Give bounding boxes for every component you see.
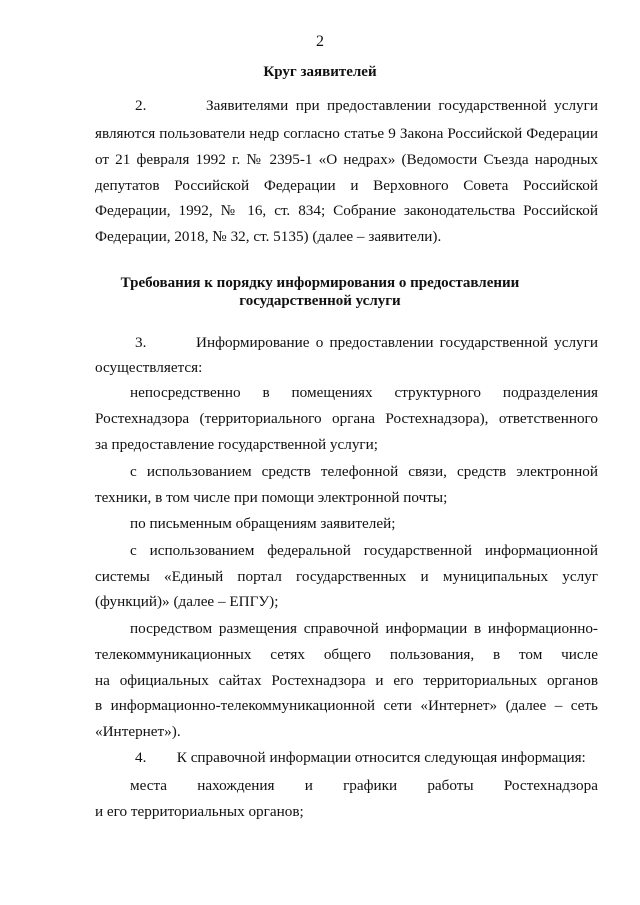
paragraph-line: непосредственно в помещениях структурного подразделения (130, 384, 598, 401)
paragraph-line: посредством размещения справочной информации в информационно- (130, 620, 598, 637)
paragraph-line: Федерации, 2018, № 32, ст. 5135) (далее – заявители). (95, 228, 442, 245)
paragraph-line: 2. Заявителями при предоставлении государственной услуги (135, 97, 598, 114)
paragraph-line: депутатов Российской Федерации и Верховного Совета Российской (95, 177, 598, 194)
paragraph-line: за предоставление государственной услуги; (95, 436, 379, 453)
paragraph-line: Ростехнадзора (территориального органа Ростехнадзора), ответственного (95, 410, 598, 427)
paragraph-line: (функций)» (далее – ЕПГУ); (95, 593, 279, 610)
paragraph-line: осуществляется: (95, 359, 203, 376)
paragraph-line: Федерации, 1992, № 16, ст. 834; Собрание законодательства Российской (95, 202, 598, 219)
paragraph-line: и его территориальных органов; (95, 803, 304, 820)
paragraph-line: по письменным обращениям заявителей; (130, 515, 396, 532)
paragraph-line: «Интернет»). (95, 723, 181, 740)
section-heading-info-line1: Требования к порядку информирования о предоставлении (120, 275, 520, 291)
section-heading-applicants: Круг заявителей (263, 64, 377, 80)
paragraph-line: места нахождения и графики работы Ростехнадзора (130, 777, 598, 794)
paragraph-line: с использованием федеральной государственной информационной (130, 542, 598, 559)
paragraph-line: являются пользователи недр согласно статье 9 Закона Российской Федерации (95, 125, 598, 142)
paragraph-line: с использованием средств телефонной связи, средств электронной (130, 463, 598, 480)
paragraph-line: 3. Информирование о предоставлении государственной услуги (135, 334, 598, 351)
paragraph-line: телекоммуникационных сетях общего пользования, в том числе (95, 646, 598, 663)
paragraph-line: системы «Единый портал государственных и муниципальных услуг (95, 568, 598, 585)
paragraph-line: на официальных сайтах Ростехнадзора и его территориальных органов (95, 672, 598, 689)
paragraph-line: от 21 февраля 1992 г. № 2395-1 «О недрах» (Ведомости Съезда народных (95, 151, 598, 168)
paragraph-line: 4. К справочной информации относится следующая информация: (135, 749, 586, 766)
paragraph-line: техники, в том числе при помощи электронной почты; (95, 489, 448, 506)
paragraph-line: в информационно-телекоммуникационной сети «Интернет» (далее – сеть (95, 697, 598, 714)
section-heading-info-line2: государственной услуги (239, 293, 401, 309)
page-number: 2 (316, 33, 324, 50)
